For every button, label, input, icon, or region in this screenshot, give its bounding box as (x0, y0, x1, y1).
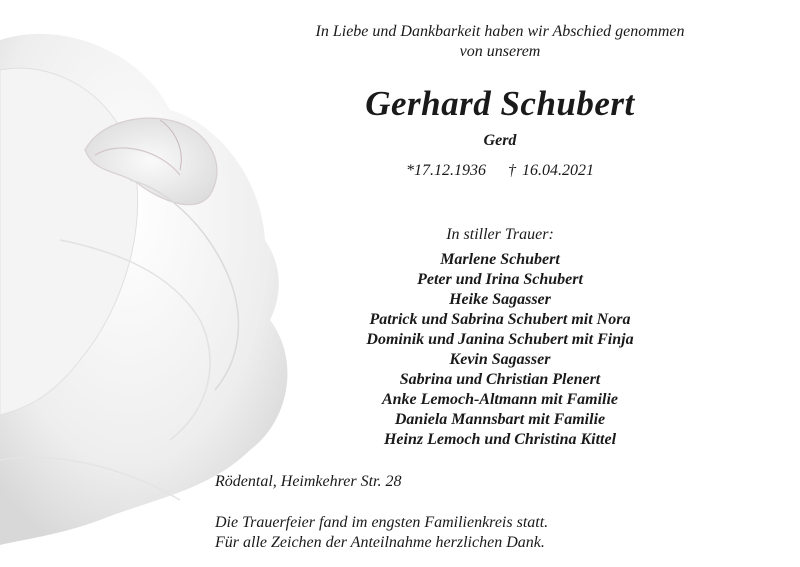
mourner-item: Sabrina und Christian Plenert (399, 371, 601, 388)
mourner-item: Patrick und Sabrina Schubert mit Nora (369, 311, 631, 328)
closing-text (215, 513, 548, 553)
deceased-name: Gerhard Schubert (365, 84, 635, 123)
mourning-intro: In stiller Trauer: (446, 226, 554, 243)
intro-line: In Liebe und Dankbarkeit haben wir Abschied genommen (315, 23, 685, 40)
closing-line: Die Trauerfeier fand im engsten Familienkreis statt. (215, 514, 549, 531)
intro-line: von unserem (459, 43, 541, 60)
mourner-item: Heike Sagasser (449, 291, 551, 308)
nickname: Gerd (483, 132, 517, 149)
mourner-item: Daniela Mannsbart mit Familie (394, 411, 606, 428)
mourner-item: Kevin Sagasser (449, 351, 551, 368)
mourner-item: Dominik und Janina Schubert mit Finja (366, 331, 634, 348)
intro-text (200, 22, 800, 62)
closing-line: Für alle Zeichen der Anteilnahme herzlichen Dank. (215, 534, 545, 551)
mourners-list (200, 250, 800, 450)
mourner-item: Heinz Lemoch und Christina Kittel (383, 431, 617, 448)
obituary-content (200, 0, 800, 567)
death-date: † 16.04.2021 (508, 162, 594, 179)
mourner-item: Anke Lemoch-Altmann mit Familie (381, 391, 618, 408)
mourner-item: Marlene Schubert (440, 251, 560, 268)
life-dates (200, 162, 800, 180)
address: Rödental, Heimkehrer Str. 28 (215, 473, 402, 490)
mourner-item: Peter und Irina Schubert (417, 271, 583, 288)
birth-date: *17.12.1936 (406, 162, 486, 179)
